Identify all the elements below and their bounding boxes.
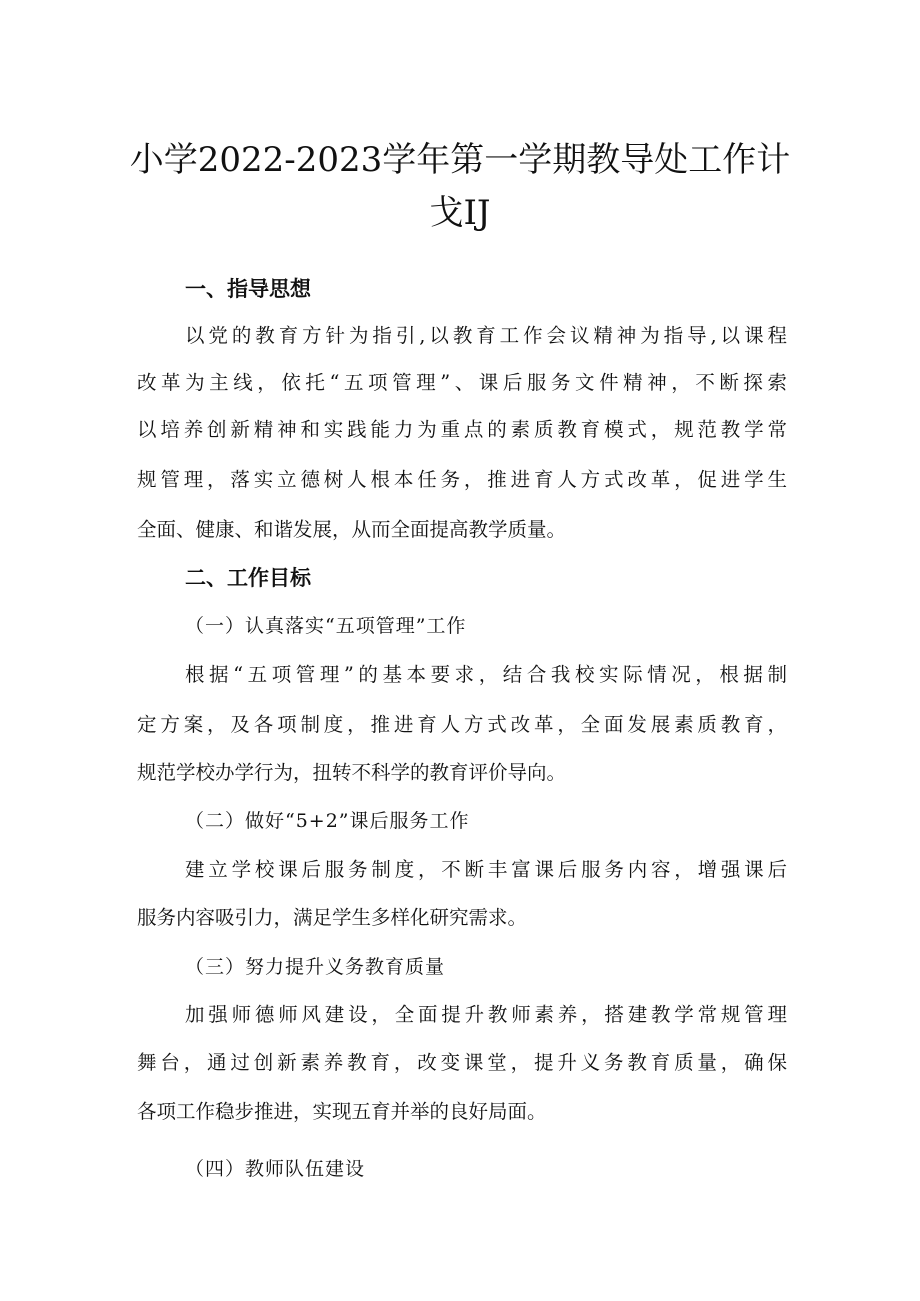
paragraph-line: 建立学校课后服务制度，不断丰富课后服务内容，增强课后 — [185, 858, 787, 881]
section-heading-guiding-ideology: 一、指导思想 — [185, 277, 311, 301]
section-heading-work-goals: 二、工作目标 — [185, 566, 311, 590]
paragraph-line: 服务内容吸引力，满足学生多样化研究需求。 — [137, 906, 528, 929]
paragraph-line: 各项工作稳步推进，实现五育并举的良好局面。 — [137, 1100, 547, 1123]
document-title-line-2: 戈IJ — [429, 193, 491, 233]
paragraph-line: 根据“五项管理”的基本要求，结合我校实际情况，根据制 — [185, 663, 787, 686]
document-title-line-1: 小学2022-2023学年第一学期教导处工作计 — [129, 140, 791, 180]
subsection-title-education-quality: （三）努力提升义务教育质量 — [185, 956, 446, 978]
paragraph-line: 舞台，通过创新素养教育，改变课堂，提升义务教育质量，确保 — [137, 1051, 787, 1074]
paragraph-line: 定方案，及各项制度，推进育人方式改革，全面发展素质教育， — [137, 713, 787, 736]
paragraph-line: 全面、健康、和谐发展，从而全面提高教学质量。 — [137, 518, 567, 541]
paragraph-line: 规范学校办学行为，扭转不科学的教育评价导向。 — [137, 761, 567, 784]
subsection-title-five-management: （一）认真落实“五项管理”工作 — [185, 615, 467, 637]
paragraph-line: 改革为主线，依托“五项管理”、课后服务文件精神，不断探索 — [137, 371, 787, 394]
paragraph-line: 加强师德师风建设，全面提升教师素养，搭建教学常规管理 — [185, 1003, 787, 1026]
paragraph-line: 以培养创新精神和实践能力为重点的素质教育模式，规范教学常 — [137, 418, 787, 441]
subsection-title-teacher-team: （四）教师队伍建设 — [185, 1158, 366, 1180]
paragraph-line: 以党的教育方针为指引,以教育工作会议精神为指导,以课程 — [185, 324, 787, 347]
subsection-title-after-school-service: （二）做好“5+2”课后服务工作 — [185, 810, 470, 832]
paragraph-line: 规管理，落实立德树人根本任务，推进育人方式改革，促进学生 — [137, 468, 787, 491]
